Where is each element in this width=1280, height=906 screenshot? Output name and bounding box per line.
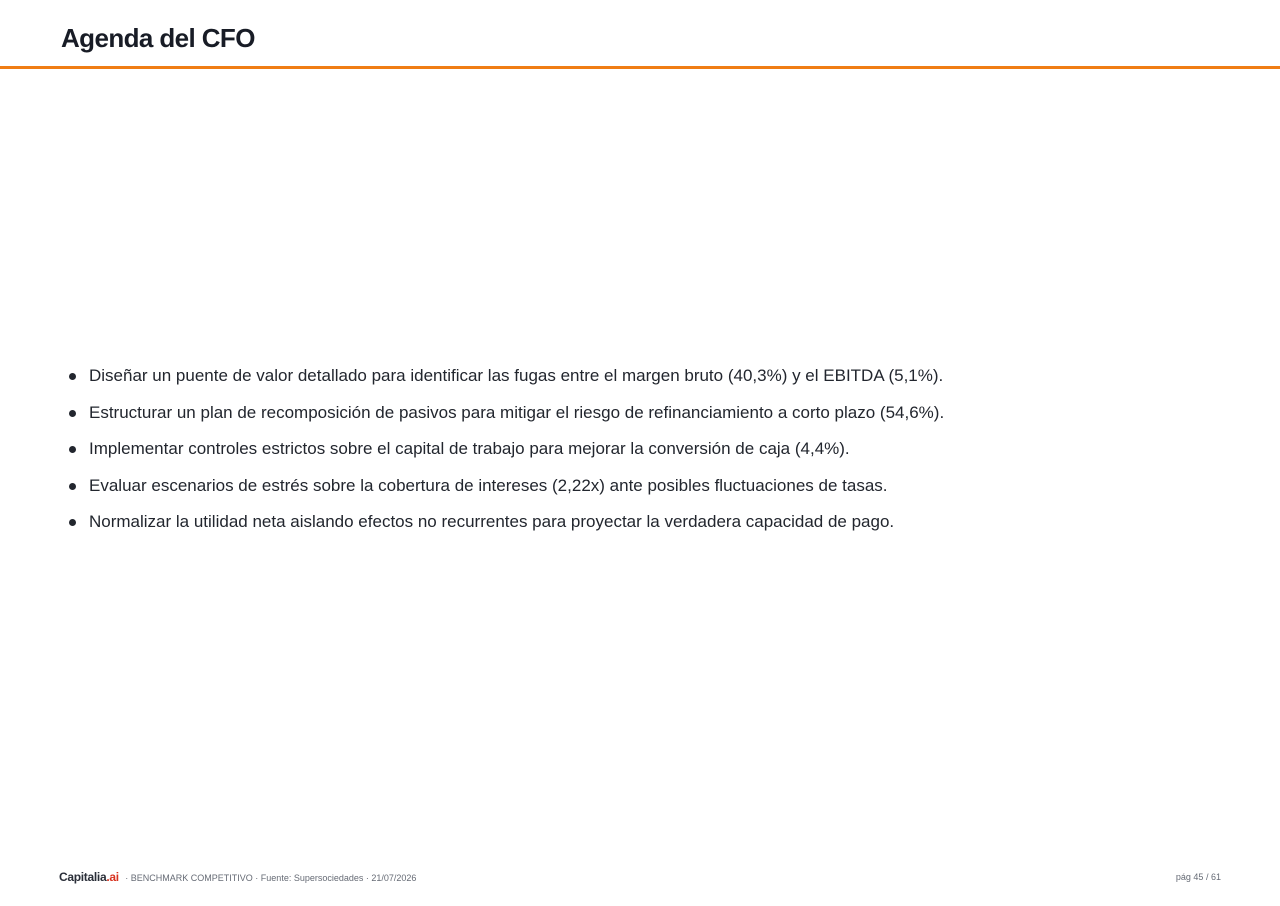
list-item [68,472,1218,500]
bullet-icon [69,373,76,380]
brand-suffix: .ai [106,870,119,884]
bullet-icon [69,446,76,453]
brand-logo [59,870,119,884]
page-title: Agenda del CFO [61,23,255,53]
header-bar [0,0,1280,69]
bullet-icon [69,410,76,417]
list-item [68,435,1218,463]
footer-left [59,868,418,887]
page-indicator [1176,868,1221,886]
bullet-icon [69,483,76,490]
list-item-text: Evaluar escenarios de estrés sobre la cobertura de intereses (2,22x) ante posibles fluctuaciones de tasas. [89,475,888,495]
list-item-text: Normalizar la utilidad neta aislando efectos no recurrentes para proyectar la verdadera capacidad de pago. [89,512,895,531]
page-total: 61 [1210,872,1221,882]
list-item [68,399,1218,427]
list-item-text: Estructurar un plan de recomposición de pasivos para mitigar el riesgo de refinanciamiento a corto plazo (54,6%). [89,402,945,422]
list-item [68,508,1218,536]
list-item [68,362,1218,390]
list-item-text: Diseñar un puente de valor detallado para identificar las fugas entre el margen bruto (40,3%) y el EBITDA (5,1%). [89,366,944,385]
agenda-list [68,362,1218,545]
footer-meta: · BENCHMARK COMPETITIVO · Fuente: Supersociedades · 21/07/2026 [125,873,417,883]
footer [59,868,1221,886]
page-current: pág 45 [1175,872,1204,882]
bullet-icon [69,519,76,526]
brand-name: Capitalia [59,870,107,884]
list-item-text: Implementar controles estrictos sobre el capital de trabajo para mejorar la conversión de caja (4,4%). [89,439,850,458]
page-separator: / [1205,872,1209,882]
